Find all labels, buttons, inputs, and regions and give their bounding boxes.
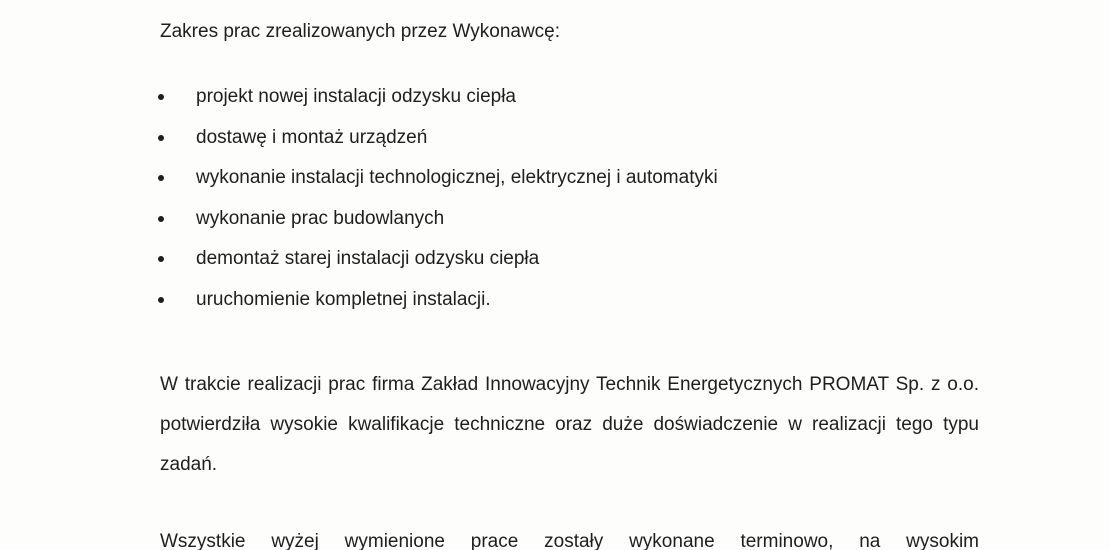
- bullet-icon: [158, 175, 164, 181]
- bullet-icon: [158, 216, 164, 222]
- list-item-text: demontaż starej instalacji odzysku ciepła: [196, 248, 540, 269]
- bullet-icon: [158, 256, 164, 262]
- bullet-icon: [158, 94, 164, 100]
- list-item-text: dostawę i montaż urządzeń: [196, 126, 428, 148]
- list-item-text: projekt nowej instalacji odzysku ciepła: [196, 86, 516, 107]
- bullet-icon: [158, 297, 164, 303]
- completion-paragraph: Wszystkie wyżej wymienione prace zostały wykonane terminowo, na wysokim: [160, 531, 979, 550]
- list-item-text: wykonanie prac budowlanych: [196, 207, 445, 229]
- scope-intro: Zakres prac zrealizowanych przez Wykonawcę:: [160, 21, 561, 42]
- qualification-paragraph: W trakcie realizacji prac firma Zakład Innowacyjny Technik Energetycznych PROMAT Sp. z o.o. potwierdziła wysokie kwalifikacje techniczne oraz duże doświadczenie w realizacji tego typu zadań.: [160, 374, 979, 475]
- list-item-text: wykonanie instalacji technologicznej, elektrycznej i automatyki: [196, 167, 718, 188]
- bullet-icon: [158, 135, 164, 141]
- list-item-text: uruchomienie kompletnej instalacji.: [196, 288, 491, 310]
